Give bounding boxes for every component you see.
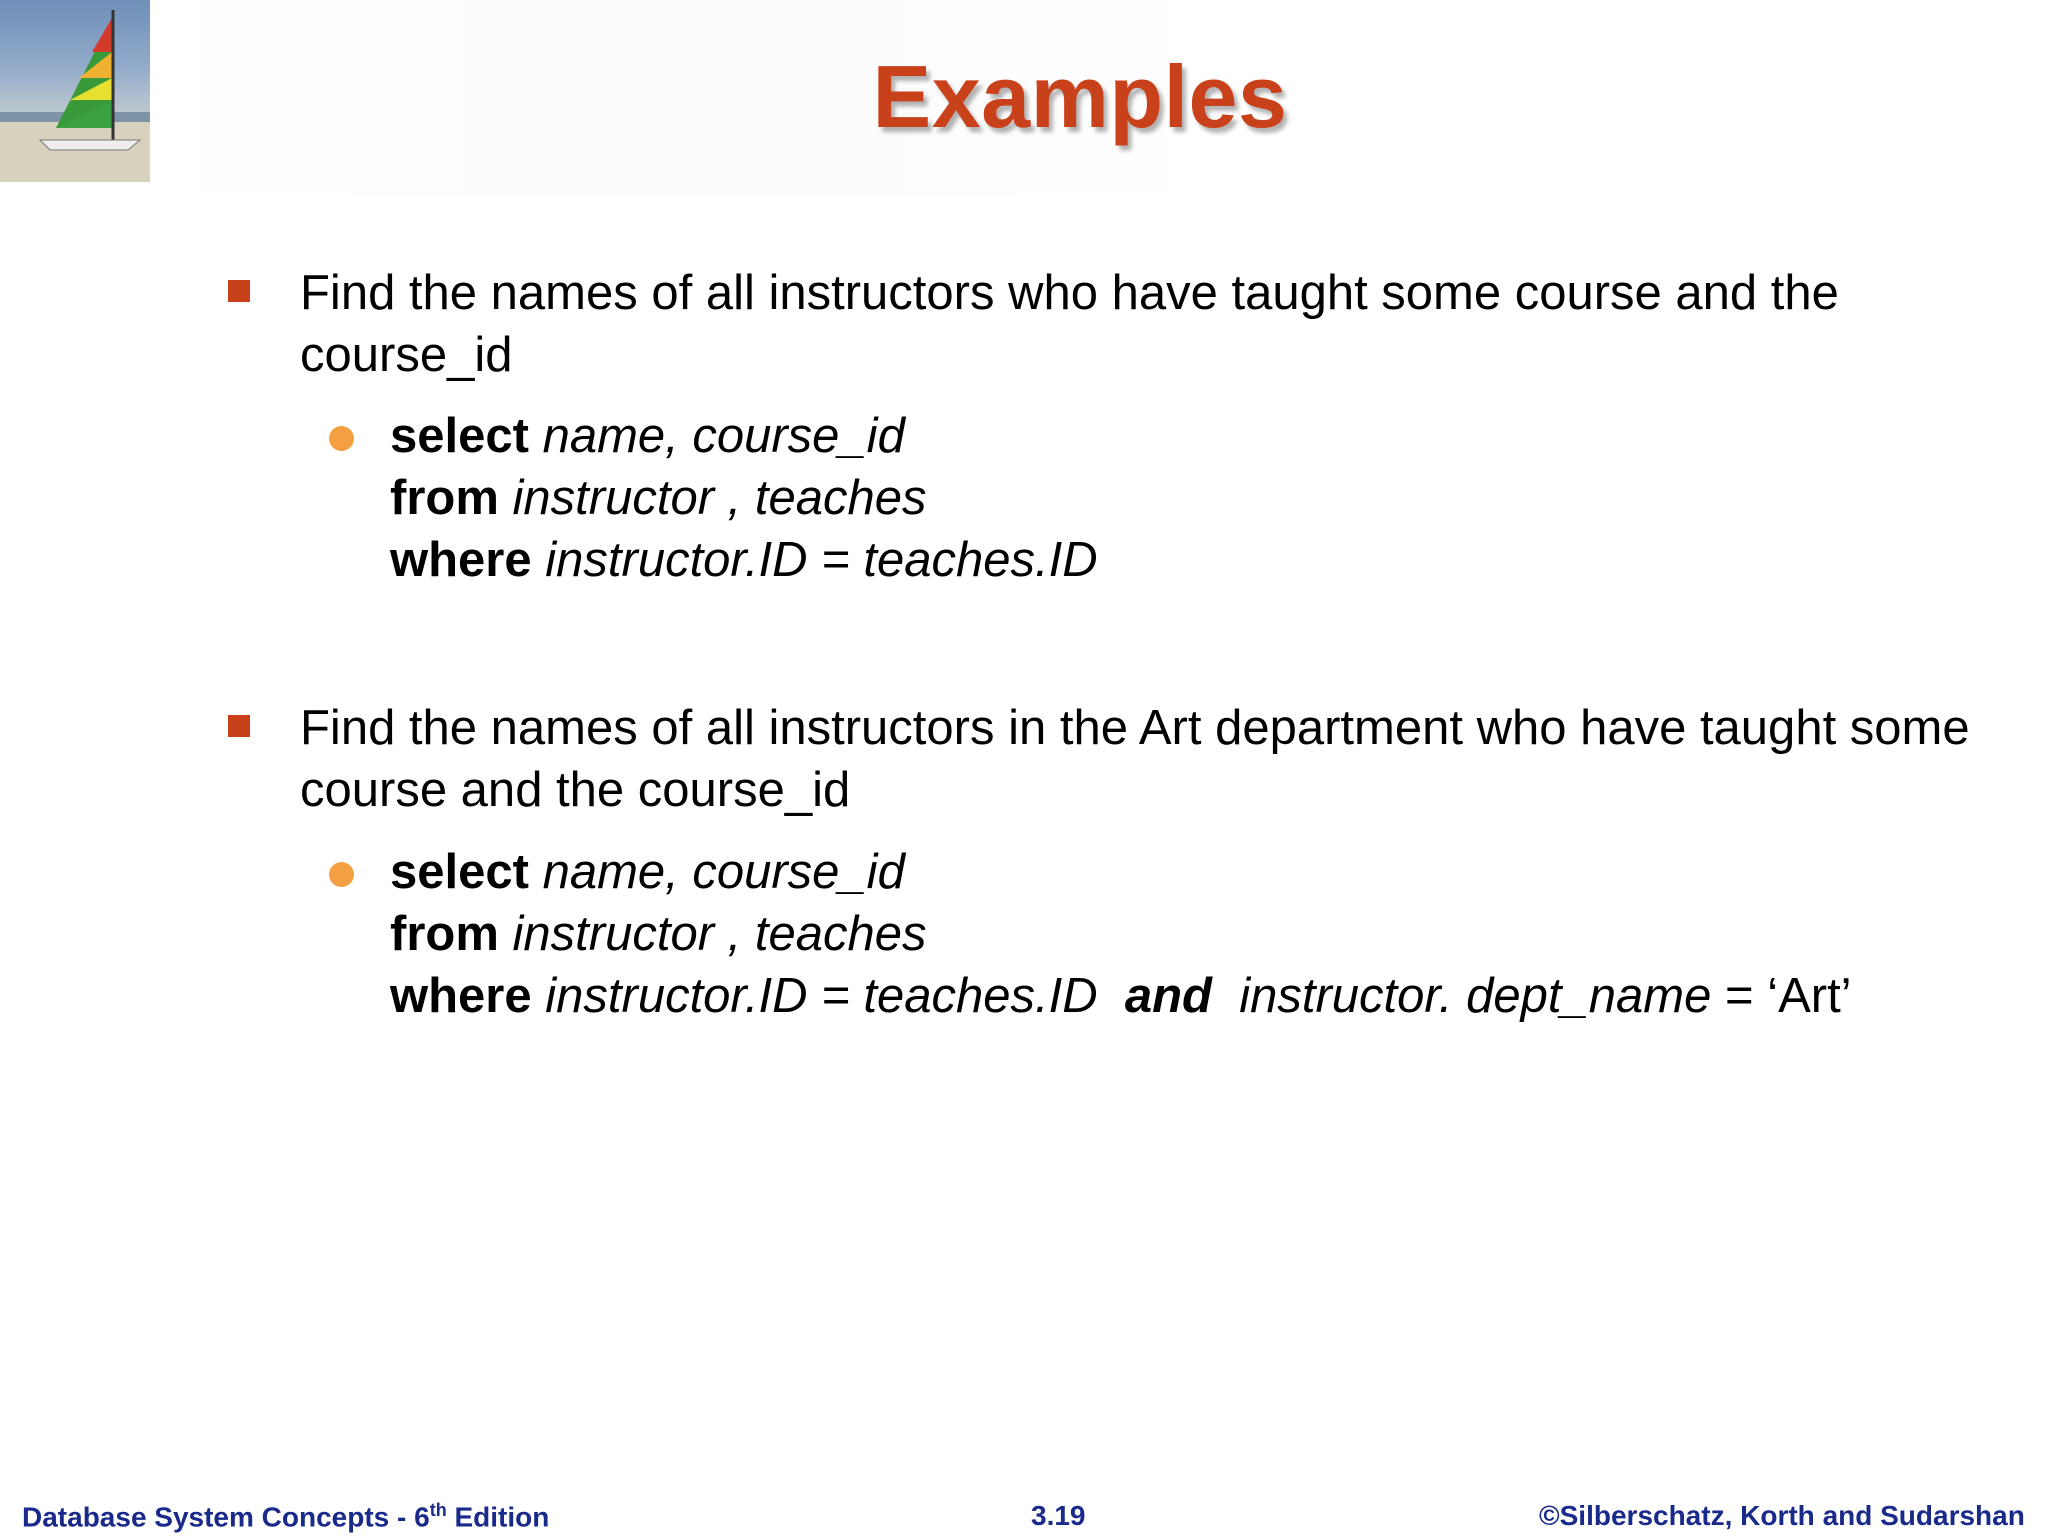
- sql-columns: name, course_id: [542, 845, 905, 899]
- query-2: [390, 841, 1852, 1027]
- circle-bullet-icon: [329, 862, 354, 887]
- sql-keyword: where: [390, 533, 532, 587]
- query-1: [390, 405, 1098, 591]
- sql-tables: instructor , teaches: [512, 471, 927, 525]
- sql-keyword: where: [390, 969, 532, 1023]
- footer-title-tail: Edition: [446, 1501, 550, 1533]
- sql-keyword: from: [390, 907, 499, 961]
- sql-columns: name, course_id: [542, 409, 905, 463]
- sql-condition-2: instructor. dept_name: [1239, 969, 1712, 1023]
- item-1-text: Find the names of all instructors who have taught some course and the course_id: [300, 266, 1839, 382]
- square-bullet-icon: [228, 280, 250, 302]
- footer-book-title: [22, 1500, 549, 1533]
- footer-title-sup: th: [429, 1500, 447, 1520]
- sql-keyword: select: [390, 845, 529, 899]
- item-2-text: Find the names of all instructors in the Art department who have taught some course and the course_id: [300, 701, 1970, 817]
- square-bullet-icon: [228, 715, 250, 737]
- slide-title: Examples: [872, 47, 1288, 146]
- sql-value: = ‘Art’: [1724, 969, 1852, 1023]
- footer-copyright: ©Silberschatz, Korth and Sudarshan: [1539, 1500, 2025, 1531]
- sql-tables: instructor , teaches: [512, 907, 927, 961]
- sql-keyword: from: [390, 471, 499, 525]
- sql-condition: instructor.ID = teaches.ID: [545, 533, 1098, 587]
- footer-title-main: Database System Concepts - 6: [22, 1501, 430, 1533]
- circle-bullet-icon: [329, 426, 354, 451]
- sql-and-keyword: and: [1124, 969, 1212, 1023]
- footer-page-number: 3.19: [1031, 1500, 1086, 1531]
- sql-keyword: select: [390, 409, 529, 463]
- sql-condition: instructor.ID = teaches.ID: [545, 969, 1098, 1023]
